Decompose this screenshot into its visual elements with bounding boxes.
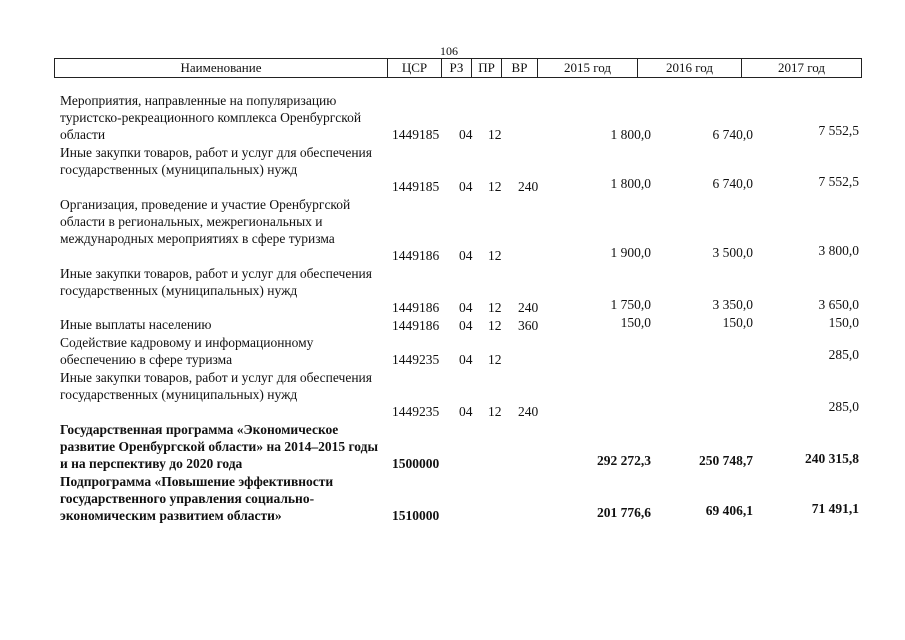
row-name: Подпрограмма «Повышение эффективности государственного управления социально-экономическим развитием области» — [60, 474, 334, 523]
row-vr: 240 — [518, 300, 539, 315]
header-csr: ЦСР — [388, 59, 442, 77]
row-2016: 3 500,0 — [712, 245, 753, 260]
row-2016: 150,0 — [722, 315, 753, 330]
row-csr: 1449186 — [392, 300, 440, 315]
table-row — [0, 316, 905, 333]
row-name: Иные выплаты населению — [60, 317, 212, 332]
row-2017: 7 552,5 — [818, 174, 859, 189]
table-header — [54, 58, 862, 78]
row-csr: 1449185 — [392, 179, 440, 194]
row-2015: 150,0 — [620, 315, 651, 330]
table-row — [0, 369, 905, 420]
row-csr: 1449186 — [392, 248, 440, 263]
row-csr: 1510000 — [392, 508, 440, 523]
row-rz: 04 — [459, 352, 473, 367]
row-2017: 285,0 — [828, 347, 859, 362]
row-2017: 7 552,5 — [818, 123, 859, 138]
row-rz: 04 — [459, 179, 473, 194]
row-pr: 12 — [488, 300, 502, 315]
row-rz: 04 — [459, 127, 473, 142]
row-csr: 1449185 — [392, 127, 440, 142]
row-rz: 04 — [459, 248, 473, 263]
table-row — [0, 265, 905, 316]
row-2015: 1 900,0 — [610, 245, 651, 260]
row-2017: 285,0 — [828, 399, 859, 414]
row-csr: 1449235 — [392, 352, 440, 367]
header-rz: РЗ — [442, 59, 472, 77]
row-pr: 12 — [488, 248, 502, 263]
table-row — [0, 144, 905, 195]
row-rz: 04 — [459, 300, 473, 315]
header-name: Наименование — [55, 59, 388, 77]
row-2015: 1 750,0 — [610, 297, 651, 312]
row-csr: 1500000 — [392, 456, 440, 471]
row-2017: 3 800,0 — [818, 243, 859, 258]
row-name: Иные закупки товаров, работ и услуг для обеспечения государственных (муниципальных) нужд — [60, 266, 372, 298]
row-name: Иные закупки товаров, работ и услуг для обеспечения государственных (муниципальных) нужд — [60, 370, 372, 402]
row-2017: 71 491,1 — [811, 501, 859, 516]
row-pr: 12 — [488, 352, 502, 367]
row-2016: 69 406,1 — [705, 503, 753, 518]
row-vr: 240 — [518, 404, 539, 419]
row-2016: 3 350,0 — [712, 297, 753, 312]
row-pr: 12 — [488, 404, 502, 419]
row-2016: 250 748,7 — [699, 453, 753, 468]
header-2015: 2015 год — [538, 59, 638, 77]
row-name: Организация, проведение и участие Оренбургской области в региональных, межрегиональных и международных мероприятиях в сфере туризма — [60, 197, 351, 246]
table-row — [0, 473, 905, 524]
row-csr: 1449186 — [392, 318, 440, 333]
row-name: Мероприятия, направленные на популяризацию туристско-рекреационного комплекса Оренбургской области — [60, 93, 362, 142]
row-vr: 240 — [518, 179, 539, 194]
table-row — [0, 334, 905, 368]
row-2015: 1 800,0 — [610, 176, 651, 191]
row-pr: 12 — [488, 318, 502, 333]
row-2015: 292 272,3 — [597, 453, 651, 468]
row-pr: 12 — [488, 127, 502, 142]
table-row — [0, 421, 905, 472]
row-vr: 360 — [518, 318, 539, 333]
row-2017: 3 650,0 — [818, 297, 859, 312]
row-2017: 240 315,8 — [805, 451, 859, 466]
row-2015: 201 776,6 — [597, 505, 651, 520]
header-vr: ВР — [502, 59, 538, 77]
row-2016: 6 740,0 — [712, 176, 753, 191]
table-row — [0, 92, 905, 143]
row-2017: 150,0 — [828, 315, 859, 330]
row-2015: 1 800,0 — [610, 127, 651, 142]
row-2016: 6 740,0 — [712, 127, 753, 142]
row-rz: 04 — [459, 404, 473, 419]
row-name: Содействие кадровому и информационному обеспечению в сфере туризма — [60, 335, 314, 367]
page-number: 106 — [440, 44, 458, 58]
table-row — [0, 196, 905, 264]
row-csr: 1449235 — [392, 404, 440, 419]
row-name: Иные закупки товаров, работ и услуг для обеспечения государственных (муниципальных) нужд — [60, 145, 372, 177]
header-2017: 2017 год — [778, 60, 825, 75]
header-2016: 2016 год — [638, 59, 742, 77]
header-pr: ПР — [472, 59, 502, 77]
row-name: Государственная программа «Экономическое развитие Оренбургской области» на 2014–2015 годы и на перспективу до 2020 года — [60, 422, 378, 471]
row-pr: 12 — [488, 179, 502, 194]
row-rz: 04 — [459, 318, 473, 333]
